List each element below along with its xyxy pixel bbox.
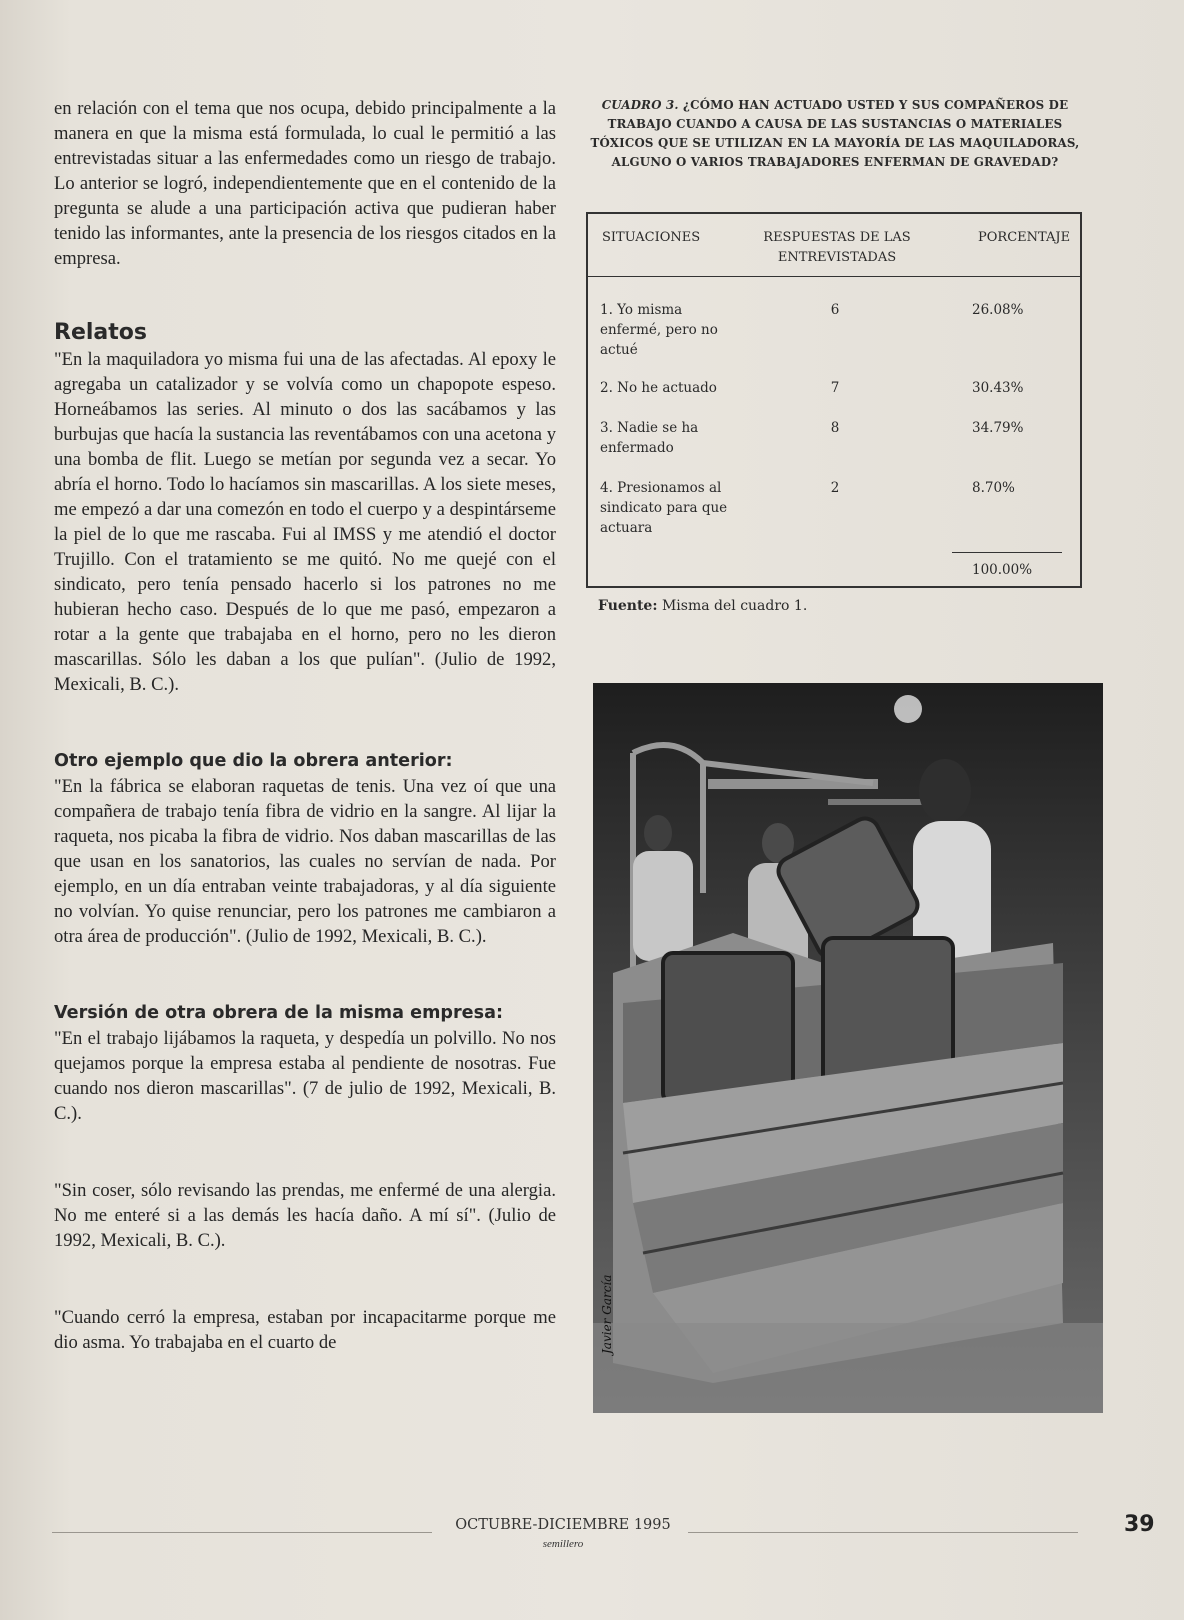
- table-source: [598, 598, 807, 614]
- relato-3: "En el trabajo lijábamos la raqueta, y despedía un polvillo. No nos quejamos porque la empresa estaba al pendiente de nosotras. Fue cuando nos dieron mascarillas". (7 de julio de 1992, Mexicali, B. C.).: [54, 1028, 556, 1124]
- table-header-situaciones: SITUACIONES: [602, 230, 701, 245]
- cell-respuestas: 7: [830, 380, 840, 396]
- left-column: [54, 96, 556, 1355]
- footer-date: OCTUBRE-DICIEMBRE 1995: [455, 1517, 671, 1533]
- cell-situacion: 2. No he actuado: [600, 380, 717, 396]
- cell-porcentaje: 26.08%: [972, 302, 1024, 318]
- table-caption-text: ¿CÓMO HAN ACTUADO USTED Y SUS COMPAÑEROS DE TRABAJO CUANDO A CAUSA DE LAS SUSTANCIAS O MATERIALES TÓXICOS QUE SE UTILIZAN EN LA MAYORÍA DE LAS MAQUILADORAS, ALGUNO O VARIOS TRABAJADORES ENFERMAN DE GRAVEDAD?: [590, 98, 1080, 169]
- relatos-heading: Relatos: [54, 320, 147, 345]
- cell-situacion: 1. Yo misma enfermé, pero no actué: [600, 302, 718, 358]
- cell-porcentaje: 30.43%: [972, 380, 1024, 396]
- footer-rule-left: [52, 1532, 432, 1533]
- table-header-rule: [588, 276, 1080, 277]
- relato-1: "En la maquiladora yo misma fui una de las afectadas. Al epoxy le agregaba un catalizador y se volvía como un chapopote espeso. Horneábamos las series. Al minuto o dos las sacábamos y las burbujas que hacía la sustancia las reventábamos con una acetona y una bomba de flit. Luego se metían por segunda vez a secar. Yo abría el horno. Todo lo hacíamos sin mascarillas. A los siete meses, me empezó a dar una comezón en todo el cuerpo y a despintárseme la piel de lo que me rascaba. Fui al IMSS y me atendió el doctor Trujillo. Con el tratamiento se me quitó. No me quejé con el sindicato, pero tenía pensado hacerlo si los patrones no me hubieran hecho caso. Después de lo que me pasó, empezaron a rotar a la gente que trabajaba en el horno, pero no les dieron mascarillas. Sólo les daban a los que pulían". (Julio de 1992, Mexicali, B. C.).: [54, 349, 556, 695]
- cell-respuestas: 2: [830, 480, 840, 496]
- relato-5: "Cuando cerró la empresa, estaban por incapacitarme porque me dio asma. Yo trabajaba en el cuarto de: [54, 1307, 556, 1353]
- table-caption-label: CUADRO 3.: [601, 98, 679, 112]
- table-caption: [584, 96, 1086, 172]
- table-header-porcentaje: PORCENTAJE: [978, 230, 1071, 245]
- photo-credit: [594, 1264, 624, 1354]
- intro-paragraph: en relación con el tema que nos ocupa, debido principalmente a la manera en que la misma está formulada, lo cual le permitió a las entrevistadas situar a las enfermedades como un riesgo de trabajo. Lo anterior se logró, independientemente que en el contenido de la pregunta se alude a una participación activa que pudieran haber tenido las informantes, ante la presencia de los riesgos citados en la empresa.: [54, 98, 556, 269]
- table-header-respuestas: RESPUESTAS DE LAS ENTREVISTADAS: [763, 230, 911, 265]
- cell-situacion: 4. Presionamos al sindicato para que actuara: [600, 480, 728, 536]
- relato-2: "En la fábrica se elaboran raquetas de tenis. Una vez oí que una compañera de trabajo tenía fibra de vidrio en la sangre. Al lijar la raqueta, nos picaba la fibra de vidrio. Nos daban mascarillas de las que usan en los sanatorios, las cuales no servían de nada. Por ejemplo, en un día entraban veinte trabajadoras, y al día siguiente no volvían. Yo quise renunciar, pero los patrones me cambiaron a otra área de producción". (Julio de 1992, Mexicali, B. C.).: [54, 776, 556, 947]
- source-label: Fuente:: [598, 598, 658, 614]
- footer-rule-right: [688, 1532, 1078, 1533]
- cell-porcentaje: 34.79%: [972, 420, 1024, 436]
- cell-situacion: 3. Nadie se ha enfermado: [600, 420, 699, 456]
- factory-photo: [593, 683, 1103, 1413]
- page-number: 39: [1124, 1512, 1155, 1537]
- factory-photo-illustration: [593, 683, 1103, 1413]
- footer-brand: semillero: [542, 1538, 584, 1550]
- total-rule: [952, 552, 1062, 553]
- relato-4: "Sin coser, sólo revisando las prendas, me enfermé de una alergia. No me enteré si a las demás les hacía daño. A mí sí". (Julio de 1992, Mexicali, B. C.).: [54, 1180, 556, 1251]
- cell-respuestas: 8: [830, 420, 840, 436]
- cell-respuestas: 6: [830, 302, 840, 318]
- heading-otro-ejemplo: Otro ejemplo que dio la obrera anterior:: [54, 751, 453, 771]
- photo-credit-text: Javier García: [600, 1274, 614, 1354]
- cell-porcentaje: 8.70%: [972, 480, 1015, 496]
- source-text: Misma del cuadro 1.: [661, 598, 808, 614]
- table-total: 100.00%: [972, 562, 1033, 578]
- heading-version-otra-obrera: Versión de otra obrera de la misma empresa:: [54, 1003, 503, 1023]
- data-table: [586, 212, 1082, 588]
